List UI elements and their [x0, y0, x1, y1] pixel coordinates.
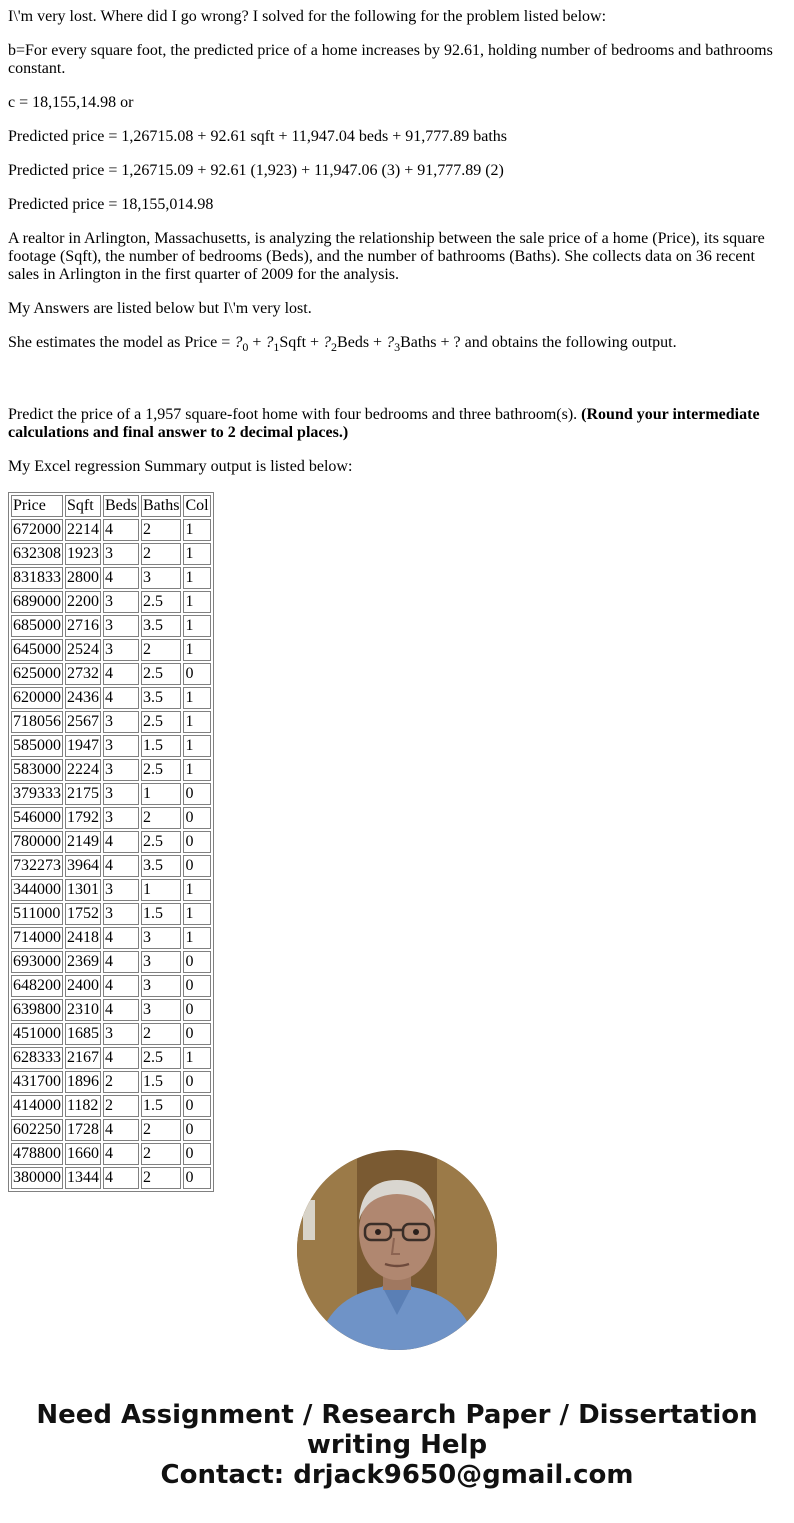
table-row: [11, 615, 211, 637]
table-cell: 2.5: [141, 711, 181, 733]
table-cell: 1: [183, 903, 210, 925]
table-cell: 2: [141, 1143, 181, 1165]
table-cell: 3: [103, 807, 139, 829]
beta-3: ?: [386, 334, 395, 351]
beta-2-sub: 2: [331, 340, 338, 354]
table-cell: 2149: [65, 831, 101, 853]
table-cell: 431700: [11, 1071, 63, 1093]
table-cell: 4: [103, 927, 139, 949]
table-cell: 2: [141, 1119, 181, 1141]
table-cell: 3964: [65, 855, 101, 877]
table-cell: 620000: [11, 687, 63, 709]
table-cell: 1: [183, 591, 210, 613]
table-cell: 0: [183, 1071, 210, 1093]
table-cell: 602250: [11, 1119, 63, 1141]
table-cell: 3: [103, 591, 139, 613]
table-cell: 0: [183, 831, 210, 853]
table-cell: 511000: [11, 903, 63, 925]
table-cell: 1660: [65, 1143, 101, 1165]
table-cell: 780000: [11, 831, 63, 853]
answer-c-text: c = 18,155,14.98 or: [8, 94, 134, 111]
header-cell: Sqft: [65, 495, 101, 517]
table-cell: 831833: [11, 567, 63, 589]
my-answers-note: My Answers are listed below but I\'m very lost.: [8, 300, 312, 317]
person-photo-icon: [297, 1150, 497, 1350]
table-cell: 3: [103, 783, 139, 805]
table-cell: 4: [103, 999, 139, 1021]
table-cell: 2732: [65, 663, 101, 685]
table-cell: 379333: [11, 783, 63, 805]
table-cell: 2224: [65, 759, 101, 781]
predict-question: [8, 406, 786, 442]
table-cell: 1752: [65, 903, 101, 925]
table-row: [11, 1119, 211, 1141]
promo-text: [0, 1400, 794, 1490]
model-baths-term: Baths + ? and obtains the following output.: [400, 334, 677, 351]
table-cell: 628333: [11, 1047, 63, 1069]
beta-3-sub: 3: [394, 340, 401, 354]
model-statement: [8, 334, 786, 352]
promo-contact: Contact: drjack9650@gmail.com: [160, 1460, 634, 1490]
intro-text: I\'m very lost. Where did I go wrong? I solved for the following for the problem listed below:: [8, 8, 607, 25]
table-cell: 1: [183, 615, 210, 637]
equation-3: Predicted price = 18,155,014.98: [8, 196, 214, 213]
table-row: [11, 807, 211, 829]
table-cell: 3: [103, 879, 139, 901]
table-cell: 344000: [11, 879, 63, 901]
table-cell: 2: [141, 807, 181, 829]
table-cell: 2: [141, 1023, 181, 1045]
table-cell: 632308: [11, 543, 63, 565]
header-cell: Col: [183, 495, 210, 517]
table-cell: 1182: [65, 1095, 101, 1117]
table-cell: 1.5: [141, 735, 181, 757]
table-cell: 478800: [11, 1143, 63, 1165]
table-row: [11, 879, 211, 901]
table-cell: 1301: [65, 879, 101, 901]
table-cell: 2175: [65, 783, 101, 805]
table-cell: 0: [183, 663, 210, 685]
table-cell: 3: [103, 735, 139, 757]
table-cell: 414000: [11, 1095, 63, 1117]
table-cell: 2.5: [141, 759, 181, 781]
table-cell: 0: [183, 1143, 210, 1165]
table-cell: 3.5: [141, 615, 181, 637]
table-row: [11, 519, 211, 541]
table-cell: 3.5: [141, 855, 181, 877]
avatar: [297, 1150, 497, 1350]
table-cell: 2: [103, 1071, 139, 1093]
table-cell: 2418: [65, 927, 101, 949]
table-cell: 0: [183, 999, 210, 1021]
table-cell: 4: [103, 1047, 139, 1069]
table-cell: 1: [183, 1047, 210, 1069]
table-cell: 2200: [65, 591, 101, 613]
table-cell: 1923: [65, 543, 101, 565]
table-cell: 3: [141, 567, 181, 589]
table-row: [11, 1095, 211, 1117]
table-row: [11, 591, 211, 613]
table-cell: 2567: [65, 711, 101, 733]
table-cell: 0: [183, 1119, 210, 1141]
table-cell: 1: [141, 879, 181, 901]
question-content: [8, 8, 786, 1186]
table-cell: 3: [141, 999, 181, 1021]
table-cell: 3: [103, 711, 139, 733]
table-cell: 4: [103, 855, 139, 877]
table-cell: 648200: [11, 975, 63, 997]
table-cell: 3: [103, 615, 139, 637]
table-row: [11, 759, 211, 781]
table-cell: 2310: [65, 999, 101, 1021]
table-cell: 3: [103, 543, 139, 565]
table-row: [11, 735, 211, 757]
beta-1-sub: 1: [273, 340, 280, 354]
table-row: [11, 543, 211, 565]
table-cell: 1: [183, 759, 210, 781]
table-cell: 546000: [11, 807, 63, 829]
table-cell: 4: [103, 1119, 139, 1141]
header-cell: Baths: [141, 495, 181, 517]
table-row: [11, 1047, 211, 1069]
table-cell: 732273: [11, 855, 63, 877]
table-row: [11, 639, 211, 661]
table-cell: 3: [141, 975, 181, 997]
table-cell: 2.5: [141, 831, 181, 853]
table-cell: 672000: [11, 519, 63, 541]
beta-2: ?: [323, 334, 332, 351]
table-cell: 4: [103, 1143, 139, 1165]
table-cell: 2436: [65, 687, 101, 709]
equation-2: Predicted price = 1,26715.09 + 92.61 (1,923) + 11,947.06 (3) + 91,777.89 (2): [8, 162, 504, 179]
table-cell: 714000: [11, 927, 63, 949]
table-cell: 645000: [11, 639, 63, 661]
table-row: [11, 711, 211, 733]
equation-1: Predicted price = 1,26715.08 + 92.61 sqft + 11,947.04 beds + 91,777.89 baths: [8, 128, 507, 145]
table-row: [11, 975, 211, 997]
problem-statement: A realtor in Arlington, Massachusetts, is analyzing the relationship between the sale price of a home (Price), its square footage (Sqft), the number of bedrooms (Beds), and the number of bathrooms (Baths). She collects data on 36 recent sales in Arlington in the first quarter of 2009 for the analysis.: [8, 230, 765, 283]
table-row: [11, 663, 211, 685]
table-cell: 2369: [65, 951, 101, 973]
table-row: [11, 951, 211, 973]
table-row: [11, 999, 211, 1021]
table-header-row: [11, 495, 211, 517]
header-cell: Price: [11, 495, 63, 517]
table-cell: 4: [103, 567, 139, 589]
table-cell: 1: [183, 711, 210, 733]
table-cell: 380000: [11, 1167, 63, 1189]
table-cell: 4: [103, 519, 139, 541]
table-cell: 1: [183, 519, 210, 541]
predict-rounding-note: (Round your intermediate calculations and final answer to 2 decimal places.): [8, 406, 760, 441]
table-cell: 1: [141, 783, 181, 805]
table-row: [11, 783, 211, 805]
beta-0-sub: 0: [242, 340, 249, 354]
table-cell: 639800: [11, 999, 63, 1021]
table-cell: 4: [103, 951, 139, 973]
table-cell: 1: [183, 567, 210, 589]
table-cell: 1344: [65, 1167, 101, 1189]
table-cell: 0: [183, 807, 210, 829]
table-cell: 2.5: [141, 591, 181, 613]
table-cell: 585000: [11, 735, 63, 757]
table-cell: 1.5: [141, 1095, 181, 1117]
table-cell: 689000: [11, 591, 63, 613]
table-cell: 2: [141, 519, 181, 541]
table-cell: 1: [183, 735, 210, 757]
table-cell: 0: [183, 975, 210, 997]
table-cell: 3: [103, 759, 139, 781]
table-cell: 3: [103, 903, 139, 925]
table-cell: 451000: [11, 1023, 63, 1045]
table-row: [11, 567, 211, 589]
table-cell: 2800: [65, 567, 101, 589]
table-cell: 0: [183, 1167, 210, 1189]
table-cell: 4: [103, 831, 139, 853]
table-cell: 2: [103, 1095, 139, 1117]
beta-1: ?: [265, 334, 274, 351]
table-cell: 1: [183, 687, 210, 709]
data-table-viewport[interactable]: [8, 492, 209, 1186]
table-cell: 2167: [65, 1047, 101, 1069]
table-cell: 2.5: [141, 663, 181, 685]
table-cell: 1: [183, 543, 210, 565]
table-cell: 1.5: [141, 903, 181, 925]
table-cell: 2: [141, 1167, 181, 1189]
promo-line-2: writing Help: [306, 1430, 488, 1460]
table-row: [11, 903, 211, 925]
table-row: [11, 687, 211, 709]
answer-b-text: b=For every square foot, the predicted price of a home increases by 92.61, holding number of bedrooms and bathrooms constant.: [8, 42, 773, 77]
table-cell: 3: [103, 639, 139, 661]
table-cell: 718056: [11, 711, 63, 733]
table-cell: 2214: [65, 519, 101, 541]
table-cell: 4: [103, 687, 139, 709]
header-cell: Beds: [103, 495, 139, 517]
table-cell: 0: [183, 783, 210, 805]
table-cell: 2.5: [141, 1047, 181, 1069]
model-prefix: She estimates the model as Price =: [8, 334, 235, 351]
table-cell: 3: [141, 951, 181, 973]
table-cell: 1.5: [141, 1071, 181, 1093]
table-cell: 625000: [11, 663, 63, 685]
table-row: [11, 1023, 211, 1045]
table-cell: 583000: [11, 759, 63, 781]
table-cell: 1: [183, 639, 210, 661]
table-cell: 693000: [11, 951, 63, 973]
table-row: [11, 855, 211, 877]
table-row: [11, 927, 211, 949]
table-cell: 1896: [65, 1071, 101, 1093]
table-cell: 1947: [65, 735, 101, 757]
beta-0: ?: [234, 334, 243, 351]
promo-line-1: Need Assignment / Research Paper / Dissertation: [36, 1400, 758, 1430]
table-cell: 2524: [65, 639, 101, 661]
table-cell: 0: [183, 855, 210, 877]
table-cell: 1728: [65, 1119, 101, 1141]
table-cell: 2: [141, 543, 181, 565]
blank-spacer: [8, 352, 786, 406]
model-sqft-term: Sqft +: [279, 334, 324, 351]
table-cell: 1792: [65, 807, 101, 829]
table-cell: 685000: [11, 615, 63, 637]
model-plus: +: [248, 334, 266, 351]
table-row: [11, 831, 211, 853]
table-cell: 3.5: [141, 687, 181, 709]
promo-footer: [0, 1150, 794, 1490]
table-cell: 4: [103, 1167, 139, 1189]
data-table: [8, 492, 214, 1192]
table-cell: 1685: [65, 1023, 101, 1045]
table-cell: 1: [183, 879, 210, 901]
table-cell: 0: [183, 1095, 210, 1117]
table-cell: 4: [103, 975, 139, 997]
table-cell: 3: [103, 1023, 139, 1045]
table-cell: 3: [141, 927, 181, 949]
table-cell: 4: [103, 663, 139, 685]
table-cell: 1: [183, 927, 210, 949]
table-cell: 2716: [65, 615, 101, 637]
table-cell: 2: [141, 639, 181, 661]
model-beds-term: Beds +: [337, 334, 387, 351]
table-row: [11, 1071, 211, 1093]
table-cell: 0: [183, 951, 210, 973]
excel-note: My Excel regression Summary output is listed below:: [8, 458, 353, 475]
predict-text: Predict the price of a 1,957 square-foot home with four bedrooms and three bathroom(s).: [8, 406, 582, 423]
table-body: [11, 519, 211, 1189]
table-cell: 2400: [65, 975, 101, 997]
table-cell: 0: [183, 1023, 210, 1045]
